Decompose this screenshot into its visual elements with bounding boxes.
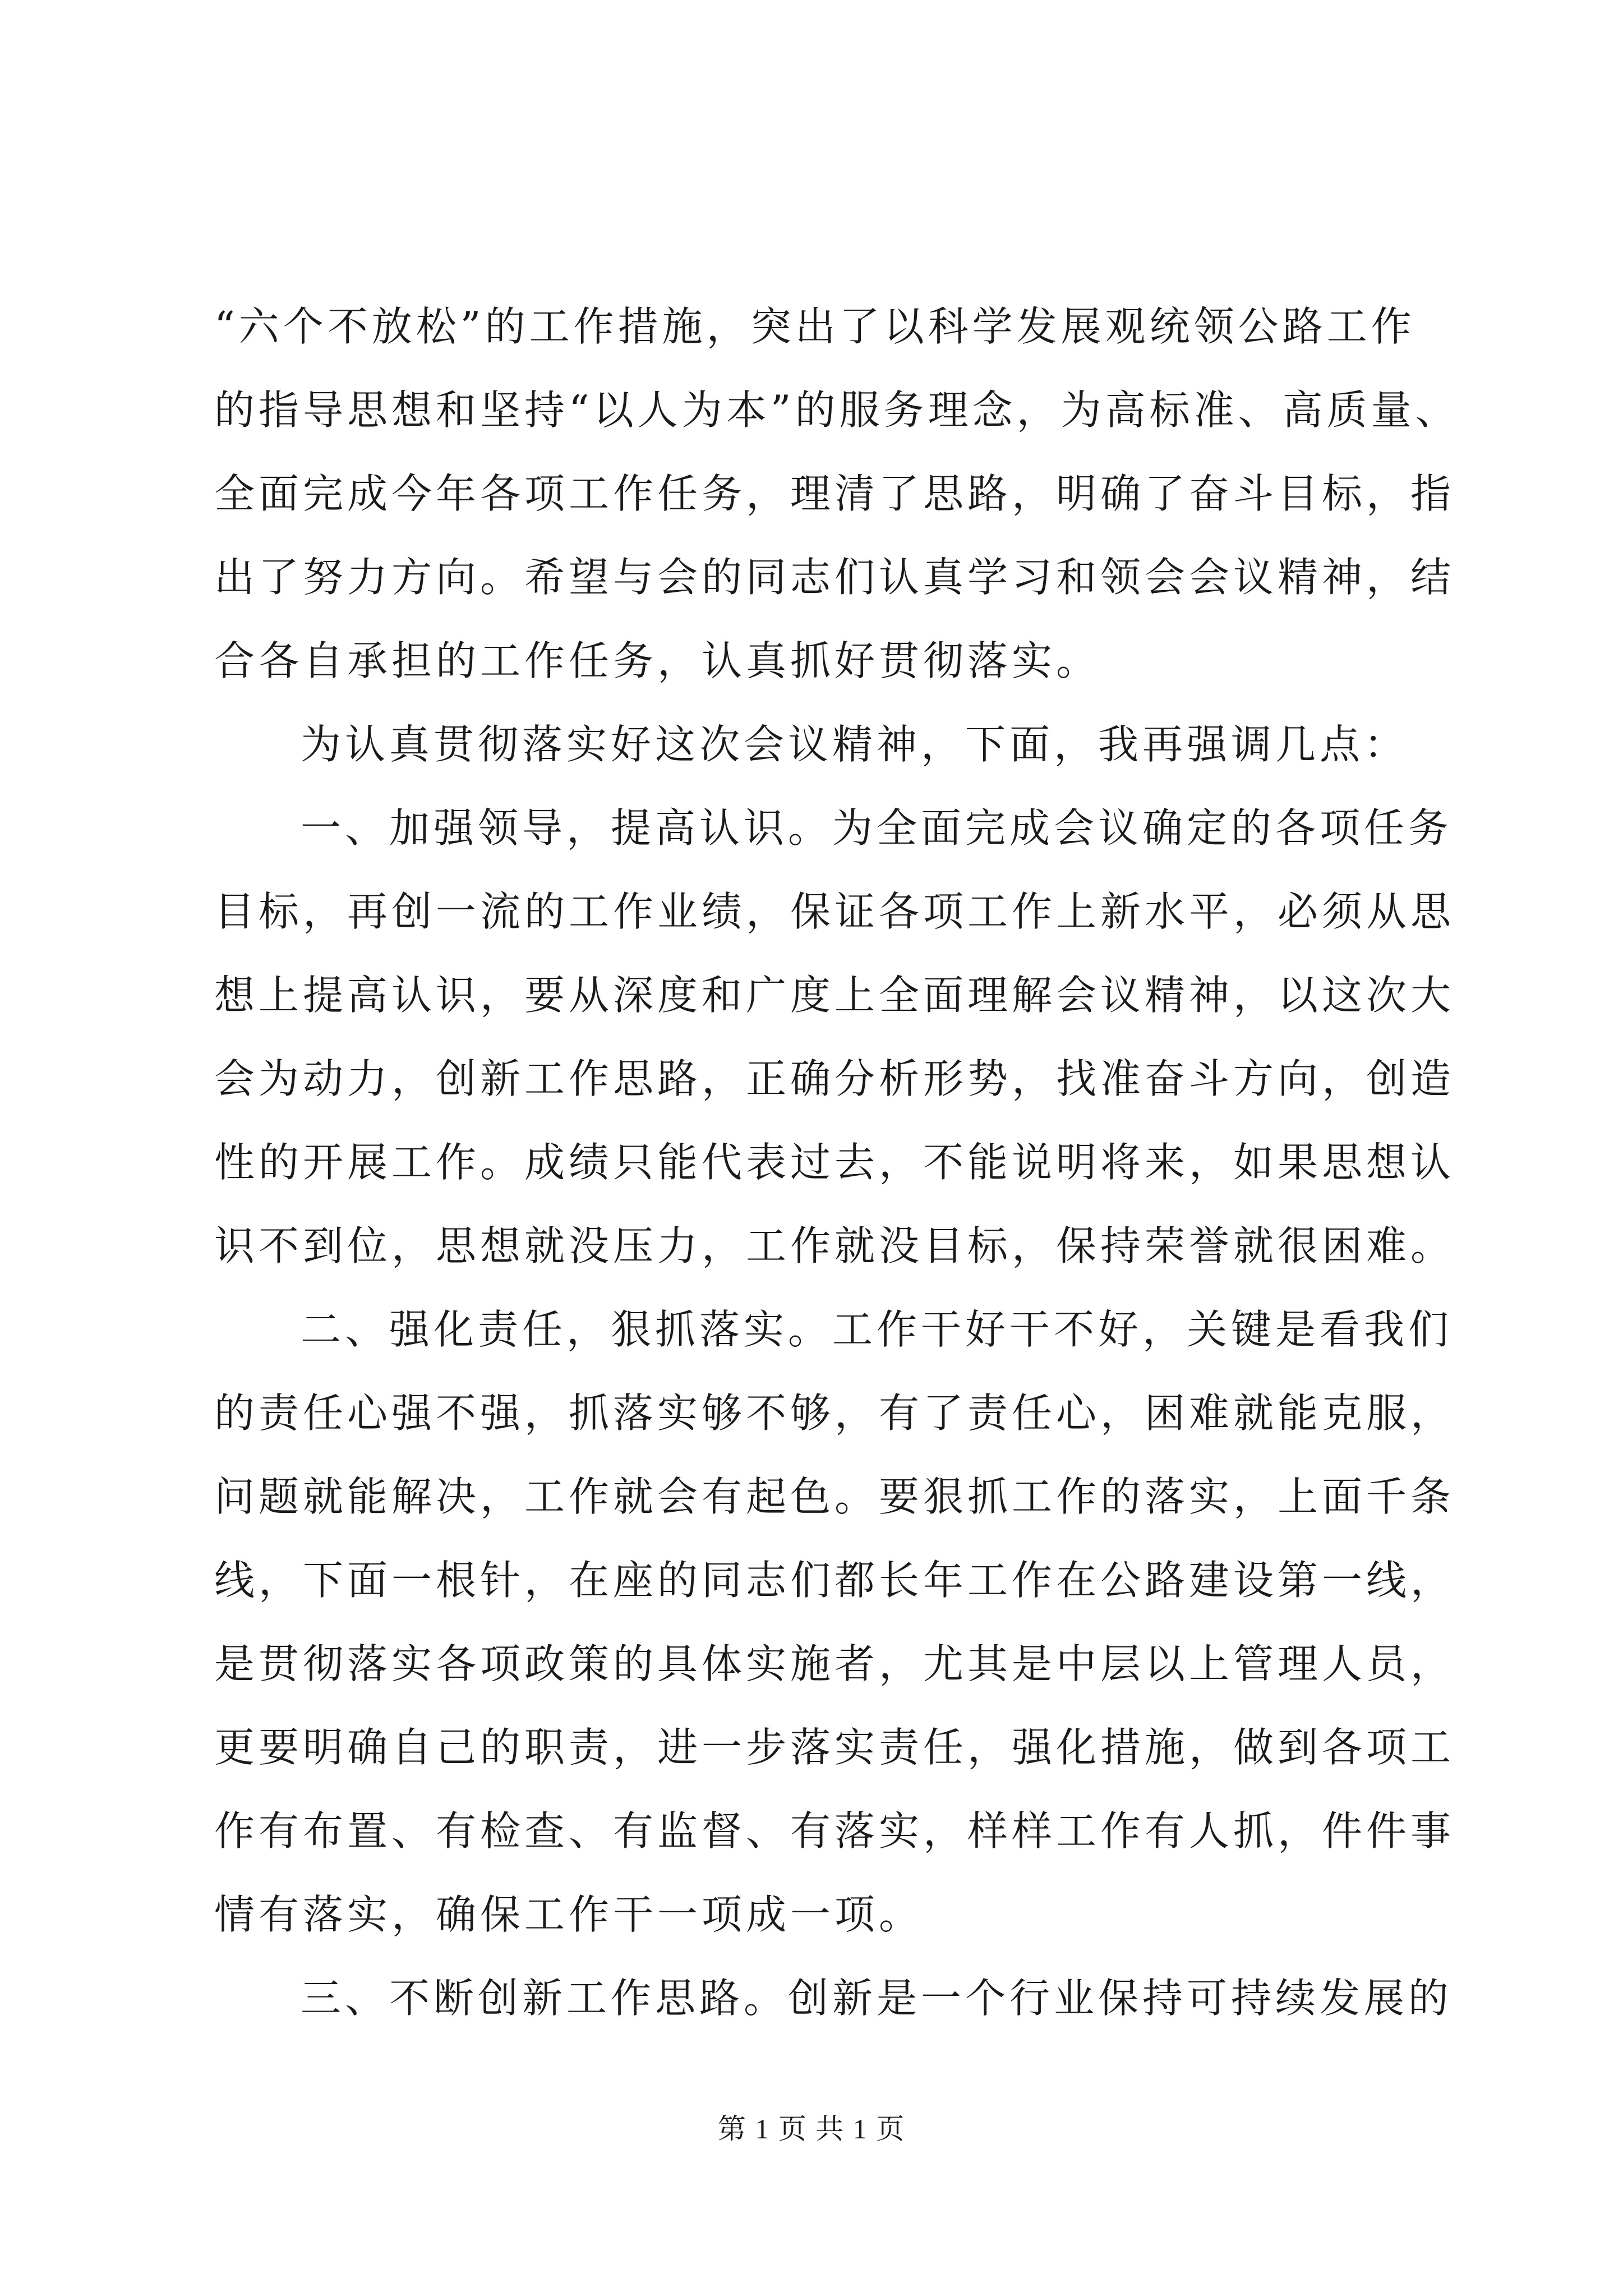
text-line: 情有落实，确保工作干一项成一项。 [214,1891,924,1938]
text-line: 目标，再创一流的工作业绩，保证各项工作上新水平，必须从思 [214,888,1455,935]
paragraph-first-line: 三、不断创新工作思路。创新是一个行业保持可持续发展的 [301,1975,1453,2022]
text-line: 识不到位，思想就没压力，工作就没目标，保持荣誉就很困难。 [214,1222,1455,1269]
text-line: 是贯彻落实各项政策的具体实施者，尤其是中层以上管理人员， [214,1640,1455,1687]
text-line: 合各自承担的工作任务，认真抓好贯彻落实。 [214,637,1101,684]
text-line: 作有布置、有检查、有监督、有落实，样样工作有人抓，件件事 [214,1807,1455,1855]
text-line: 更要明确自己的职责，进一步落实责任，强化措施，做到各项工 [214,1724,1455,1771]
text-line: 性的开展工作。成绩只能代表过去，不能说明将来，如果思想认 [214,1139,1455,1186]
text-line: 线，下面一根针，在座的同志们都长年工作在公路建设第一线， [214,1557,1455,1604]
text-line: 全面完成今年各项工作任务，理清了思路，明确了奋斗目标，指 [214,470,1455,517]
text-line: 想上提高认识，要从深度和广度上全面理解会议精神，以这次大 [214,972,1455,1019]
text-line: 问题就能解决，工作就会有起色。要狠抓工作的落实，上面千条 [214,1473,1455,1520]
text-line: 的责任心强不强，抓落实够不够，有了责任心，困难就能克服， [214,1389,1455,1437]
text-line: 会为动力，创新工作思路，正确分析形势，找准奋斗方向，创造 [214,1055,1455,1102]
paragraph-first-line: 为认真贯彻落实好这次会议精神，下面，我再强调几点： [301,721,1409,768]
paragraph-first-line: 二、强化责任，狠抓落实。工作干好干不好，关键是看我们 [301,1306,1453,1353]
page-footer: 第 1 页 共 1 页 [717,2113,906,2145]
paragraph-first-line: 一、加强领导，提高认识。为全面完成会议确定的各项任务 [301,804,1453,852]
text-line: 的指导思想和坚持“以人为本”的服务理念，为高标准、高质量、 [214,386,1460,434]
text-line: 出了努力方向。希望与会的同志们认真学习和领会会议精神，结 [214,554,1455,601]
text-line: “六个不放松”的工作措施，突出了以科学发展观统领公路工作 [214,303,1415,350]
